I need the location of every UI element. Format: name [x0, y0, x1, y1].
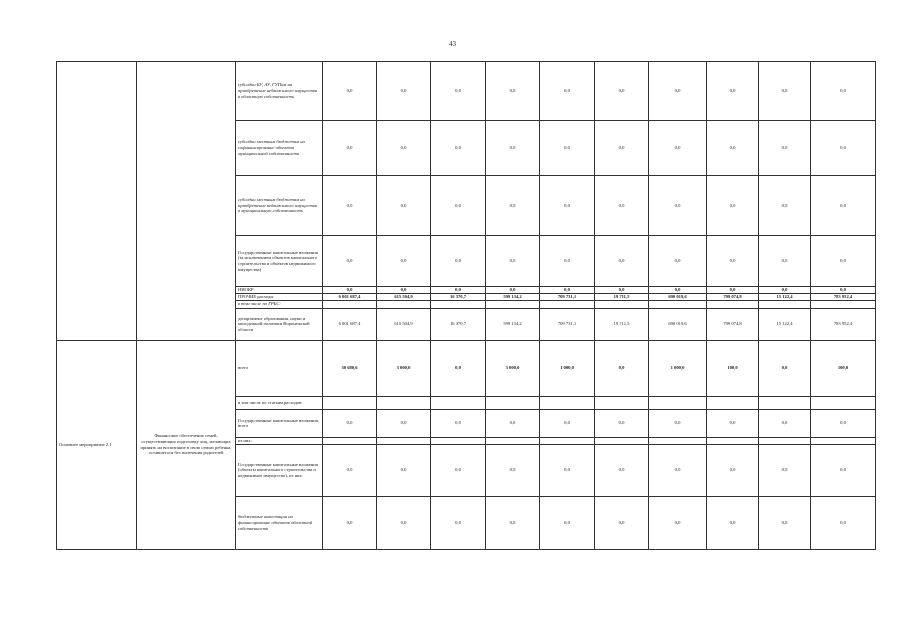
table-row: [57, 340, 876, 396]
value-cell: 0,0: [811, 496, 876, 549]
value-cell: 0,0: [811, 409, 876, 437]
value-cell: 0,0: [759, 340, 811, 396]
value-cell: [759, 300, 811, 308]
value-cell: 0,0: [431, 409, 486, 437]
value-cell: 783 952,4: [811, 293, 876, 300]
value-cell: [323, 300, 377, 308]
value-cell: 0,0: [323, 62, 377, 121]
value-cell: 0,0: [595, 121, 649, 176]
value-cell: 3 000,0: [377, 340, 431, 396]
value-cell: 0,0: [595, 340, 649, 396]
value-cell: 709 731,1: [540, 293, 595, 300]
value-cell: [707, 437, 759, 444]
value-cell: [486, 396, 540, 409]
value-cell: [377, 437, 431, 444]
value-cell: 0,0: [431, 176, 486, 236]
value-cell: 0,0: [811, 176, 876, 236]
value-cell: 599 134,2: [486, 308, 540, 340]
value-cell: 783 952,4: [811, 308, 876, 340]
value-cell: [323, 437, 377, 444]
value-cell: 0,0: [540, 62, 595, 121]
value-cell: 0,0: [707, 287, 759, 294]
value-cell: 0,0: [431, 62, 486, 121]
value-cell: 0,0: [707, 496, 759, 549]
value-cell: 0,0: [377, 444, 431, 496]
value-cell: 0,0: [811, 287, 876, 294]
value-cell: 0,0: [431, 340, 486, 396]
value-cell: 0,0: [323, 287, 377, 294]
value-cell: 0,0: [323, 121, 377, 176]
value-cell: [707, 396, 759, 409]
value-cell: 0,0: [540, 287, 595, 294]
value-cell: 0,0: [649, 409, 707, 437]
value-cell: 16 370,7: [431, 308, 486, 340]
value-cell: 0,0: [540, 121, 595, 176]
value-cell: [649, 437, 707, 444]
row-label: субсидии местным бюджетам на приобретение недвижимого имущества в муниципальную собственность: [236, 176, 323, 236]
value-cell: 0,0: [811, 121, 876, 176]
value-cell: 599 134,2: [486, 293, 540, 300]
row-label: бюджетные инвестиции на финансирование объектов областной собственности: [236, 496, 323, 549]
value-cell: [811, 396, 876, 409]
value-cell: 0,0: [377, 496, 431, 549]
value-cell: 0,0: [595, 409, 649, 437]
value-cell: 0,0: [486, 496, 540, 549]
row-label: Государственные капитальные вложения (объекты капитального строительства и недвижимое имущество), из них:: [236, 444, 323, 496]
value-cell: 0,0: [377, 287, 431, 294]
value-cell: 0,0: [377, 409, 431, 437]
row-label: ПРОЧИЕ расходы: [236, 293, 323, 300]
row-label: субсидии БУ, АУ, ГУПам на приобретение недвижимого имущества в областную собственность: [236, 62, 323, 121]
value-cell: 690 019,6: [649, 293, 707, 300]
value-cell: 0,0: [707, 444, 759, 496]
value-cell: [759, 437, 811, 444]
row-label: департамент образования, науки и молодежной политики Воронежской области: [236, 308, 323, 340]
value-cell: 1 000,0: [540, 340, 595, 396]
value-cell: [759, 396, 811, 409]
value-cell: [540, 437, 595, 444]
value-cell: 0,0: [431, 496, 486, 549]
value-cell: 0,0: [540, 496, 595, 549]
value-cell: [486, 437, 540, 444]
value-cell: [486, 300, 540, 308]
value-cell: 0,0: [431, 444, 486, 496]
row-label: всего: [236, 340, 323, 396]
value-cell: 0,0: [323, 236, 377, 287]
value-cell: 0,0: [649, 236, 707, 287]
value-cell: 0,0: [486, 409, 540, 437]
value-cell: 0,0: [649, 176, 707, 236]
value-cell: 0,0: [649, 121, 707, 176]
value-cell: [595, 300, 649, 308]
value-cell: 0,0: [649, 62, 707, 121]
value-cell: 690 019,6: [649, 308, 707, 340]
value-cell: 0,0: [811, 444, 876, 496]
row-label: Государственные капитальные вложения, всего: [236, 409, 323, 437]
value-cell: 799 074,8: [707, 308, 759, 340]
value-cell: 15 122,4: [759, 308, 811, 340]
value-cell: [431, 396, 486, 409]
value-cell: 0,0: [649, 444, 707, 496]
value-cell: 0,0: [431, 287, 486, 294]
value-cell: 0,0: [377, 236, 431, 287]
value-cell: 0,0: [811, 62, 876, 121]
value-cell: [649, 300, 707, 308]
measure-description: Финансовое обеспечение семей, осуществляющих подготовку лиц, желающих принять на воспитание в свою семью ребенка, оставшегося без попечения родителей: [137, 340, 236, 549]
value-cell: 0,0: [759, 62, 811, 121]
value-cell: 0,0: [811, 236, 876, 287]
value-cell: 0,0: [595, 496, 649, 549]
value-cell: 0,0: [431, 236, 486, 287]
value-cell: 0,0: [595, 287, 649, 294]
value-cell: 0,0: [759, 236, 811, 287]
value-cell: 0,0: [707, 176, 759, 236]
value-cell: 0,0: [486, 176, 540, 236]
value-cell: 0,0: [486, 287, 540, 294]
value-cell: 0,0: [759, 409, 811, 437]
value-cell: 0,0: [540, 409, 595, 437]
value-cell: 0,0: [649, 287, 707, 294]
value-cell: [431, 300, 486, 308]
value-cell: 16 370,7: [431, 293, 486, 300]
value-cell: 799 074,8: [707, 293, 759, 300]
value-cell: 0,0: [323, 496, 377, 549]
value-cell: 3 000,0: [486, 340, 540, 396]
value-cell: 6 001 687,4: [323, 308, 377, 340]
value-cell: 0,0: [540, 176, 595, 236]
value-cell: 0,0: [759, 444, 811, 496]
value-cell: 615 504,9: [377, 293, 431, 300]
value-cell: 0,0: [595, 444, 649, 496]
value-cell: 0,0: [486, 121, 540, 176]
value-cell: 0,0: [707, 409, 759, 437]
value-cell: 0,0: [649, 496, 707, 549]
measure-cell-empty: [57, 62, 137, 341]
value-cell: 19 711,5: [595, 293, 649, 300]
value-cell: 30 680,6: [323, 340, 377, 396]
value-cell: 0,0: [595, 236, 649, 287]
value-cell: 615 504,9: [377, 308, 431, 340]
row-label: в том числе по ГРБС:: [236, 300, 323, 308]
value-cell: [323, 396, 377, 409]
value-cell: 0,0: [707, 121, 759, 176]
value-cell: 100,0: [707, 340, 759, 396]
value-cell: 19 711,5: [595, 308, 649, 340]
value-cell: 0,0: [323, 176, 377, 236]
value-cell: 0,0: [707, 236, 759, 287]
budget-table: [56, 61, 876, 550]
value-cell: 0,0: [323, 409, 377, 437]
row-label: из них:: [236, 437, 323, 444]
value-cell: 0,0: [431, 121, 486, 176]
value-cell: 0,0: [540, 444, 595, 496]
value-cell: 100,0: [811, 340, 876, 396]
value-cell: 0,0: [759, 176, 811, 236]
value-cell: [707, 300, 759, 308]
value-cell: [377, 300, 431, 308]
value-cell: 0,0: [486, 444, 540, 496]
value-cell: 15 122,4: [759, 293, 811, 300]
value-cell: [595, 437, 649, 444]
row-label: Государственные капитальные вложения (за исключением объектов капитального строительства и объектов недвижимого имущества): [236, 236, 323, 287]
value-cell: [649, 396, 707, 409]
page-number: 43: [449, 40, 456, 48]
value-cell: [540, 300, 595, 308]
value-cell: 0,0: [595, 62, 649, 121]
value-cell: [811, 437, 876, 444]
value-cell: 0,0: [595, 176, 649, 236]
value-cell: 0,0: [759, 496, 811, 549]
row-label: НИОКР: [236, 287, 323, 294]
value-cell: 709 731,1: [540, 308, 595, 340]
value-cell: [811, 300, 876, 308]
row-label: в том числе по статьям расходов:: [236, 396, 323, 409]
value-cell: 0,0: [759, 121, 811, 176]
value-cell: [595, 396, 649, 409]
value-cell: 0,0: [707, 62, 759, 121]
row-label: субсидии местным бюджетам на софинансирование объектов муниципальной собственности: [236, 121, 323, 176]
value-cell: 0,0: [323, 444, 377, 496]
value-cell: 0,0: [377, 121, 431, 176]
value-cell: [540, 396, 595, 409]
value-cell: [431, 437, 486, 444]
value-cell: [377, 396, 431, 409]
value-cell: 1 000,0: [649, 340, 707, 396]
value-cell: 6 001 687,4: [323, 293, 377, 300]
measure-label: Основное мероприятие 2.1: [57, 340, 137, 549]
desc-cell-empty: [137, 62, 236, 341]
value-cell: 0,0: [377, 62, 431, 121]
value-cell: 0,0: [486, 236, 540, 287]
value-cell: 0,0: [759, 287, 811, 294]
value-cell: 0,0: [540, 236, 595, 287]
value-cell: 0,0: [486, 62, 540, 121]
table-row: [57, 62, 876, 121]
value-cell: 0,0: [377, 176, 431, 236]
